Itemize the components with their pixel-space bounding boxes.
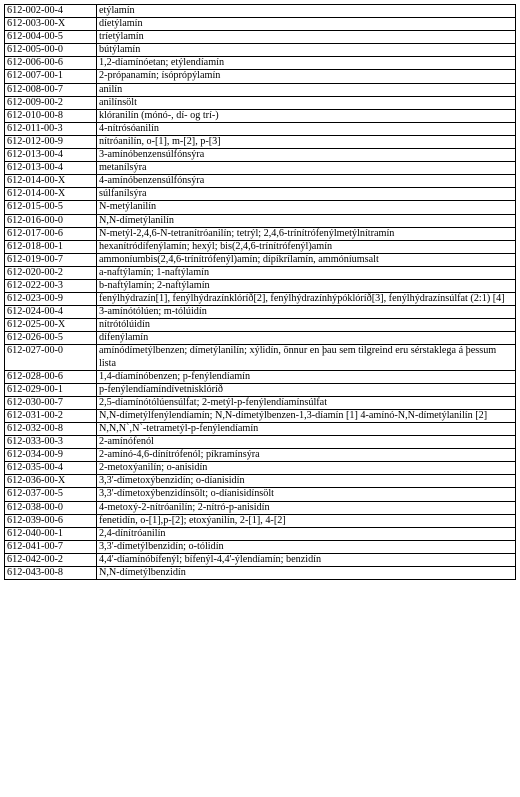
index-number-cell: 612-023-00-9: [5, 293, 97, 306]
substance-name-cell: díetýlamín: [97, 18, 516, 31]
substance-name-cell: 2-metoxýanilín; o-anisidín: [97, 462, 516, 475]
table-row: [5, 188, 516, 201]
table-row: [5, 409, 516, 422]
index-number-cell: 612-012-00-9: [5, 135, 97, 148]
index-number-cell: 612-006-00-6: [5, 57, 97, 70]
substance-name-cell: 3-amínótólúen; m-tólúidín: [97, 306, 516, 319]
substance-name-cell: 2,4-dínítróanilín: [97, 527, 516, 540]
table-row: [5, 475, 516, 488]
substance-name-cell: 2-amínó-4,6-dínítrófenól; píkramínsýra: [97, 449, 516, 462]
index-number-cell: 612-003-00-X: [5, 18, 97, 31]
index-number-cell: 612-026-00-5: [5, 332, 97, 345]
index-number-cell: 612-031-00-2: [5, 409, 97, 422]
substance-name-cell: b-naftýlamín; 2-naftýlamín: [97, 279, 516, 292]
substance-name-cell: 4-nítrósóanilín: [97, 122, 516, 135]
substance-name-cell: fenýlhýdrazín[1], fenýlhýdrazínklóríð[2], fenýlhýdrazínhýpóklóríð[3], fenýlhýdrazínsúlfat (2:1) [4]: [97, 293, 516, 306]
table-row: [5, 175, 516, 188]
substance-table-body: [5, 5, 516, 580]
index-number-cell: 612-010-00-8: [5, 109, 97, 122]
substance-name-cell: tríetýlamín: [97, 31, 516, 44]
index-number-cell: 612-037-00-5: [5, 488, 97, 501]
index-number-cell: 612-033-00-3: [5, 436, 97, 449]
substance-name-cell: 4-amínóbenzensúlfónsýra: [97, 175, 516, 188]
index-number-cell: 612-002-00-4: [5, 5, 97, 18]
table-row: [5, 293, 516, 306]
index-number-cell: 612-018-00-1: [5, 240, 97, 253]
index-number-cell: 612-024-00-4: [5, 306, 97, 319]
table-row: [5, 436, 516, 449]
table-row: [5, 567, 516, 580]
table-row: [5, 31, 516, 44]
index-number-cell: 612-035-00-4: [5, 462, 97, 475]
table-row: [5, 501, 516, 514]
table-row: [5, 370, 516, 383]
table-row: [5, 149, 516, 162]
table-row: [5, 5, 516, 18]
table-row: [5, 462, 516, 475]
substance-name-cell: 2-amínófenól: [97, 436, 516, 449]
substance-name-cell: súlfanílsýra: [97, 188, 516, 201]
table-row: [5, 527, 516, 540]
substance-name-cell: hexanítródífenýlamín; hexýl; bis(2,4,6-trínítrófenýl)amín: [97, 240, 516, 253]
substance-name-cell: 3,3'-dímetoxýbenzidín; o-díanisidín: [97, 475, 516, 488]
substance-name-cell: anilínsölt: [97, 96, 516, 109]
table-row: [5, 540, 516, 553]
substance-name-cell: 3-amínóbenzensúlfónsýra: [97, 149, 516, 162]
substance-name-cell: dífenýlamín: [97, 332, 516, 345]
index-number-cell: 612-014-00-X: [5, 175, 97, 188]
substance-name-cell: 3,3'-dímetoxýbenzidínsölt; o-díanisidínsölt: [97, 488, 516, 501]
substance-name-cell: 4,4'-díamínóbífenýl; bífenýl-4,4'-ýlendíamín; benzidín: [97, 553, 516, 566]
substance-name-cell: amínódímetýlbenzen; dímetýlanilín; xýlidín, önnur en þau sem tilgreind eru sérstaklega á þessum lista: [97, 345, 516, 370]
substance-name-cell: fenetidín, o-[1],p-[2]; etoxýanilín, 2-[1], 4-[2]: [97, 514, 516, 527]
index-number-cell: 612-017-00-6: [5, 227, 97, 240]
table-row: [5, 240, 516, 253]
substance-name-cell: ammoníumbis(2,4,6-trínítrófenýl)amín; dípíkrílamín, ammóníumsalt: [97, 253, 516, 266]
substance-name-cell: 2-própanamín; ísóprópýlamín: [97, 70, 516, 83]
index-number-cell: 612-005-00-0: [5, 44, 97, 57]
index-number-cell: 612-039-00-6: [5, 514, 97, 527]
table-row: [5, 70, 516, 83]
index-number-cell: 612-027-00-0: [5, 345, 97, 370]
substance-name-cell: 1,4-díamínóbenzen; p-fenýlendíamín: [97, 370, 516, 383]
table-row: [5, 18, 516, 31]
table-row: [5, 162, 516, 175]
table-row: [5, 109, 516, 122]
substance-name-cell: a-naftýlamín; 1-naftýlamín: [97, 266, 516, 279]
table-row: [5, 96, 516, 109]
index-number-cell: 612-032-00-8: [5, 423, 97, 436]
table-row: [5, 135, 516, 148]
document-page: [4, 4, 516, 580]
substance-name-cell: 2,5-díamínótólúensúlfat; 2-metýl-p-fenýlendíamínsúlfat: [97, 396, 516, 409]
index-number-cell: 612-030-00-7: [5, 396, 97, 409]
table-row: [5, 319, 516, 332]
table-row: [5, 553, 516, 566]
substance-name-cell: N-metýl-2,4,6-N-tetranítróanilín; tetrýl; 2,4,6-trínítrófenýlmetýlnítramín: [97, 227, 516, 240]
table-row: [5, 423, 516, 436]
index-number-cell: 612-013-00-4: [5, 162, 97, 175]
index-number-cell: 612-036-00-X: [5, 475, 97, 488]
table-row: [5, 514, 516, 527]
index-number-cell: 612-041-00-7: [5, 540, 97, 553]
table-row: [5, 332, 516, 345]
index-number-cell: 612-013-00-4: [5, 149, 97, 162]
substance-name-cell: bútýlamín: [97, 44, 516, 57]
index-number-cell: 612-015-00-5: [5, 201, 97, 214]
substance-name-cell: N,N-dímetýlanilín: [97, 214, 516, 227]
substance-name-cell: N,N,N`,N`-tetrametýl-p-fenýlendíamín: [97, 423, 516, 436]
index-number-cell: 612-038-00-0: [5, 501, 97, 514]
table-row: [5, 57, 516, 70]
substance-table: [4, 4, 516, 580]
table-row: [5, 306, 516, 319]
index-number-cell: 612-040-00-1: [5, 527, 97, 540]
substance-name-cell: etýlamín: [97, 5, 516, 18]
table-row: [5, 345, 516, 370]
substance-name-cell: klóranilín (mónó-, dí- og trí-): [97, 109, 516, 122]
table-row: [5, 214, 516, 227]
substance-name-cell: N,N-dímetýlfenýlendíamín; N,N-dímetýlbenzen-1,3-díamín [1] 4-amínó-N,N-dímetýlanilín [2]: [97, 409, 516, 422]
index-number-cell: 612-011-00-3: [5, 122, 97, 135]
table-row: [5, 44, 516, 57]
substance-name-cell: nítróanilín, o-[1], m-[2], p-[3]: [97, 135, 516, 148]
index-number-cell: 612-022-00-3: [5, 279, 97, 292]
table-row: [5, 201, 516, 214]
index-number-cell: 612-004-00-5: [5, 31, 97, 44]
table-row: [5, 122, 516, 135]
index-number-cell: 612-043-00-8: [5, 567, 97, 580]
index-number-cell: 612-016-00-0: [5, 214, 97, 227]
substance-name-cell: nítrótólúidín: [97, 319, 516, 332]
table-row: [5, 449, 516, 462]
table-row: [5, 266, 516, 279]
index-number-cell: 612-042-00-2: [5, 553, 97, 566]
substance-name-cell: 4-metoxý-2-nítróanilín; 2-nítró-p-anisidín: [97, 501, 516, 514]
index-number-cell: 612-020-00-2: [5, 266, 97, 279]
table-row: [5, 383, 516, 396]
index-number-cell: 612-028-00-6: [5, 370, 97, 383]
index-number-cell: 612-008-00-7: [5, 83, 97, 96]
substance-name-cell: p-fenýlendíamíndívetnisklóríð: [97, 383, 516, 396]
index-number-cell: 612-034-00-9: [5, 449, 97, 462]
index-number-cell: 612-014-00-X: [5, 188, 97, 201]
substance-name-cell: N,N-dímetýlbenzidín: [97, 567, 516, 580]
table-row: [5, 488, 516, 501]
substance-name-cell: 3,3'-dímetýlbenzidín; o-tólidín: [97, 540, 516, 553]
index-number-cell: 612-025-00-X: [5, 319, 97, 332]
index-number-cell: 612-009-00-2: [5, 96, 97, 109]
table-row: [5, 396, 516, 409]
substance-name-cell: anilín: [97, 83, 516, 96]
index-number-cell: 612-019-00-7: [5, 253, 97, 266]
substance-name-cell: metanílsýra: [97, 162, 516, 175]
substance-name-cell: N-metýlanilín: [97, 201, 516, 214]
substance-name-cell: 1,2-díamínóetan; etýlendíamín: [97, 57, 516, 70]
table-row: [5, 279, 516, 292]
table-row: [5, 83, 516, 96]
table-row: [5, 227, 516, 240]
index-number-cell: 612-007-00-1: [5, 70, 97, 83]
index-number-cell: 612-029-00-1: [5, 383, 97, 396]
table-row: [5, 253, 516, 266]
